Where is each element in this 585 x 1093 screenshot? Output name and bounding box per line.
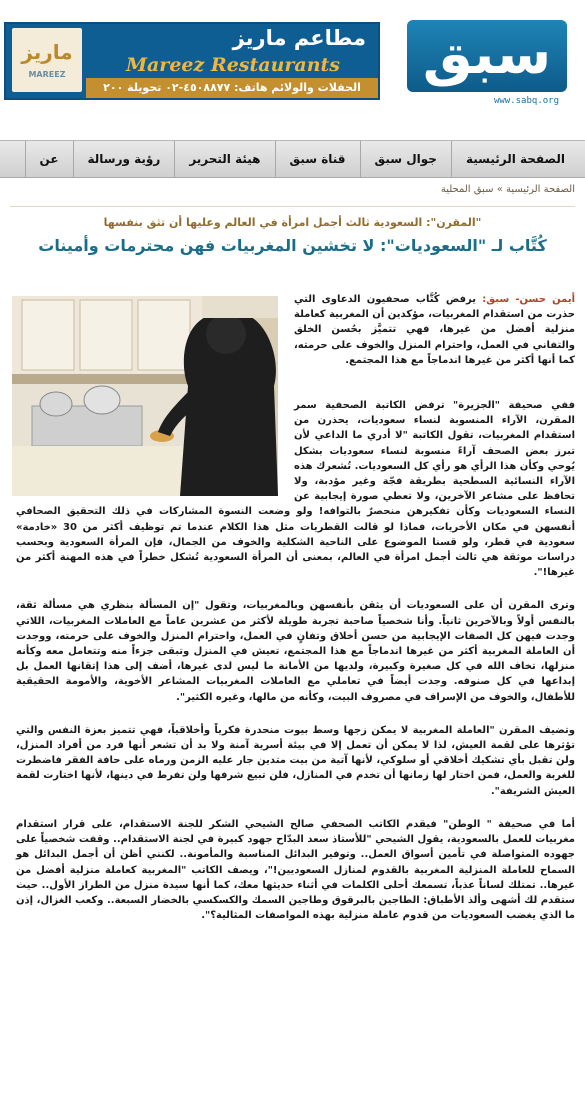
logo-url: www.sabq.org	[493, 96, 559, 106]
advertisement-banner[interactable]	[4, 22, 380, 100]
article-paragraph: أما في صحيفة " الوطن" فيقدم الكاتب الصحفي صالح الشيحي الشكر للجنة الاستقدام، على قرار استقدام مغربيات للعمل بالسعودية، يقول الشيحي "للأستاذ سعد البدّاح جهود كبيرة في لجنة الاستقدام.. وقفت شخصياً على جهوده المتواصلة في تأمين أسواق العمل.. وتوفير البدائل المناسبة والمأمونة.. لكنني أظن أن أجمل البدائل هو السماح للعاملة المنزلية المغربية بالقدوم لمنازل السعوديين!"، ويصف الكاتب "المغربية كعاملة منزلية أفضل من غيرها.. تمتلك لساناً عذباً، تسمعك أحلى الكلمات في أثناء حديثها معك، كما أنها سيدة منزل من الطراز الأول.. حيث ستقدم لك أشهى وألذ الأطباق: الطاجين بالبرقوق وطاجين السمك والكسكسي بالخضار السبعة.. وكعب الغزال، إذن ما الذي يغضب السعوديات من قدوم عاملة منزلية بهذه المواصفات المثالية؟".	[16, 818, 575, 922]
breadcrumb	[441, 184, 575, 195]
nav-item-about[interactable]: عن	[25, 141, 73, 177]
ad-title-english: Mareez Restaurants	[125, 54, 340, 76]
article-paragraph: وترى المقرن أن على السعوديات أن يثقن بأنفسهن وبالمغربيات، وتقول "إن المسألة بنظري هي مسألة ثقة، بالنفس أولاً وبالآخرين ثانياً. وأنا شخصياً صاحبة تجربة طويلة لأكثر من عشرين عاماً مع العاملات المغربيات، اللاتي وجدت فيهن كل الصفات الإيجابية من حسن أخلاق وتفانٍ في العمل، واحترام المنزل والخوف على حرمته، ووجدت أن العاملة المغربية أكثر من غيرها اندماجاً مع هذا المجتمع، تعيش في المنزل وتبقى جزءاً منه وتتعامل معه وكأنه منزلها، تخاف الله في كل صغيرة وكبيرة، ولديها من الأمانة ما ليس لدى غيرها، أضف إلى هذا إتقانها العمل بل إبداعها في كل صنوفه. وجدت أيضاً في تعاملي مع العاملات المغربيات المشاعر الأخوية، والأمومة الحقيقية للأطفال، والخوف من الإسراف في مصروف البيت، وكأنه من مالها، وغيره الكثير".	[16, 600, 575, 703]
ad-logo-sub: MAREEZ	[28, 70, 66, 79]
photo-wrap-spacer	[16, 292, 286, 498]
article-paragraph: وتضيف المقرن "العاملة المغربية لا يمكن زجها وسط بيوت منحدرة فكرياً وأخلاقياً، فهي تتميز بعزة النفس والتي تؤثرها على لقمة العيش، لذا لا يمكن أن تعمل إلا في بيئة أسرية آمنة ولا بد أن تشعر أنها فرد من أفراد المنزل، ولن تقبل بأي تشكيك أخلاقي أو سلوكي، لأنها آتية من بيت متدين جار عليه الزمن ورماه على حافة الفقر فاضطرت للغربة والعمل، فمن اختار لها زمانها أن تخدم في المنازل، فلن تبيع شرفها ولن تفرط في دينها، لأنها اختارت لقمة العيش الشريفة".	[16, 724, 575, 797]
article-kicker: "المقرن": السعودية ثالث أجمل امرأة في العالم وعليها أن تثق بنفسها	[103, 216, 482, 229]
site-header	[0, 0, 585, 120]
nav-item-channel[interactable]: قناة سبق	[275, 141, 360, 177]
ad-title-arabic: مطاعم ماريز	[232, 26, 366, 50]
breadcrumb-separator: »	[496, 184, 503, 195]
nav-item-vision[interactable]: رؤية ورسالة	[73, 141, 175, 177]
main-nav	[0, 140, 585, 178]
article-body	[16, 292, 575, 941]
article-headline: كُتَّاب لـ "السعوديات": لا تخشين المغربيات فهن محترمات وأمينات	[38, 236, 547, 255]
nav-item-mobile[interactable]: جوال سبق	[360, 141, 451, 177]
site-logo[interactable]	[403, 16, 571, 112]
article-byline: أيمن حسن- سبق:	[482, 294, 575, 305]
article-paragraph: ففي صحيفة "الجزيرة" ترفض الكاتبة الصحفية سمر المقرن، الآراء المنسوبة لنساء سعوديات، يحذرن من استقدام المغربيات، تقول الكاتبة "لا أدري ما الداعي لأن تبرز بعض الصحف آراءً منسوبة لنساء سعوديات بشكل يُوحي وكأن هذا الرأي هو رأي كل السعوديات. تُشعرك هذه الآراء النسائية السطحية بطريقة فجّة وغير مؤدبة، ولا تحافظ على مشاعر الآخرين، ولا تعطي صورة إيجابية عن النساء السعوديات وكأن تفكيرهن منحصرٌ بالتوافه! ولو وضعت النسوة المشاركات في ذلك التحقيق الصحافي أنفسهن في مكان الأخريات، فماذا لو قالت القطريات مثل هذا الكلام عندما تم توظيف أكثر من 30 «خادمة» سعودية في قطر، ولو قسنا الموضوع على الناحية الشكلية والخوف من الجمال، فإن المرأة السعودية وبحسب دراسات موثقة هي ثالث أجمل امرأة في العالم، بمعنى أن المرأة السعودية تُشكل خطراً في هذه المهنة أكثر من غيرها!".	[16, 400, 575, 579]
breadcrumb-section-link[interactable]: سبق المحلية	[440, 184, 494, 195]
divider	[10, 206, 575, 207]
ad-logo	[12, 28, 82, 92]
breadcrumb-home-link[interactable]: الصفحة الرئيسية	[506, 184, 575, 195]
nav-item-editorial-board[interactable]: هيئة التحرير	[174, 141, 274, 177]
ad-logo-text: ماريز	[21, 40, 73, 64]
ad-contact-strip: الحفلات والولائم هاتف: ٤٥٠٨٨٧٧-٠٢ تحويلة ٢٠٠	[86, 78, 378, 98]
paragraph-text: يرفض كُتَّاب صحفيون الدعاوى التي حذرت من استقدام المغربيات، مؤكدين أن المغربية كعاملة منزلية أفضل من غيرها، فهي تتميَّز بحُسن الخلق والتفاني في العمل، واحترام المنزل والخوف على حرمته، كما أنها أكثر من غيرها اندماجاً مع هذا المجتمع.	[294, 294, 575, 366]
logo-mark: سبق	[407, 20, 567, 92]
nav-item-home[interactable]: الصفحة الرئيسية	[451, 141, 585, 177]
